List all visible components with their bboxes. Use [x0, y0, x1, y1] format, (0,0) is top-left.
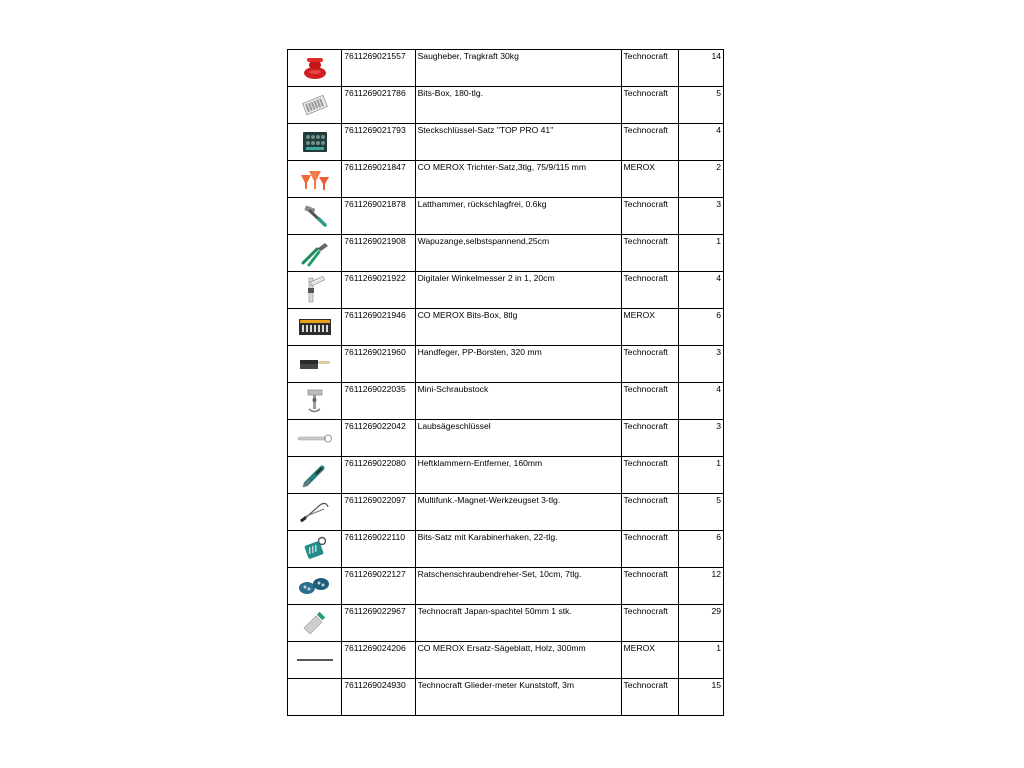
quantity-cell: 4 — [678, 124, 723, 161]
product-image-cell — [288, 272, 342, 309]
suction-lifter-icon — [300, 55, 330, 81]
quantity-cell: 29 — [678, 605, 723, 642]
brand-cell: Technocraft — [621, 494, 678, 531]
brand-cell: Technocraft — [621, 235, 678, 272]
table-row — [288, 568, 724, 605]
product-image-cell — [288, 531, 342, 568]
description-cell: Technocraft Glieder-meter Kunststoff, 3m — [415, 679, 621, 716]
staple-remover-icon — [300, 462, 330, 488]
brand-cell: Technocraft — [621, 568, 678, 605]
brand-cell: Technocraft — [621, 679, 678, 716]
description-cell: Mini-Schraubstock — [415, 383, 621, 420]
brand-cell: MEROX — [621, 161, 678, 198]
quantity-cell: 1 — [678, 457, 723, 494]
product-image-cell — [288, 383, 342, 420]
description-cell: Ratschenschraubendreher-Set, 10cm, 7tlg. — [415, 568, 621, 605]
quantity-cell: 6 — [678, 531, 723, 568]
description-cell: Steckschlüssel-Satz "TOP PRO 41" — [415, 124, 621, 161]
table-row — [288, 124, 724, 161]
funnel-set-icon — [299, 165, 331, 193]
ean-cell: 7611269022127 — [342, 568, 415, 605]
ean-cell: 7611269021847 — [342, 161, 415, 198]
product-image-cell — [288, 494, 342, 531]
ean-cell: 7611269021946 — [342, 309, 415, 346]
ean-cell: 7611269022035 — [342, 383, 415, 420]
table-row — [288, 161, 724, 198]
product-table — [287, 49, 724, 716]
brand-cell: MEROX — [621, 309, 678, 346]
ean-cell: 7611269022080 — [342, 457, 415, 494]
table-row — [288, 87, 724, 124]
brand-cell: Technocraft — [621, 124, 678, 161]
table-row — [288, 531, 724, 568]
mini-vise-icon — [302, 386, 328, 416]
socket-set-icon — [300, 129, 330, 155]
ean-cell: 7611269024206 — [342, 642, 415, 679]
brand-cell: Technocraft — [621, 531, 678, 568]
ean-cell: 7611269022042 — [342, 420, 415, 457]
bit-box-icon — [300, 92, 330, 118]
table-row — [288, 420, 724, 457]
table-row — [288, 235, 724, 272]
description-cell: Handfeger, PP-Borsten, 320 mm — [415, 346, 621, 383]
table-row — [288, 457, 724, 494]
putty-knife-icon — [300, 610, 330, 636]
description-cell: CO MEROX Trichter-Satz,3tlg, 75/9/115 mm — [415, 161, 621, 198]
product-table-body — [288, 50, 724, 716]
description-cell: Laubsägeschlüssel — [415, 420, 621, 457]
brand-cell: Technocraft — [621, 346, 678, 383]
brand-cell: Technocraft — [621, 50, 678, 87]
product-image-cell — [288, 309, 342, 346]
ean-cell: 7611269021908 — [342, 235, 415, 272]
table-row — [288, 383, 724, 420]
brand-cell: Technocraft — [621, 605, 678, 642]
description-cell: Bits-Box, 180-tlg. — [415, 87, 621, 124]
magnet-tool-set-icon — [298, 499, 332, 525]
quantity-cell: 2 — [678, 161, 723, 198]
table-row — [288, 50, 724, 87]
quantity-cell: 1 — [678, 642, 723, 679]
ean-cell: 7611269021557 — [342, 50, 415, 87]
description-cell: CO MEROX Ersatz-Sägeblatt, Holz, 300mm — [415, 642, 621, 679]
brand-cell: Technocraft — [621, 272, 678, 309]
table-row — [288, 309, 724, 346]
brand-cell: Technocraft — [621, 198, 678, 235]
ean-cell: 7611269024930 — [342, 679, 415, 716]
product-image-cell — [288, 420, 342, 457]
table-row — [288, 679, 724, 716]
bit-set-carabiner-icon — [300, 535, 330, 563]
description-cell: Wapuzange,selbstspannend,25cm — [415, 235, 621, 272]
quantity-cell: 6 — [678, 309, 723, 346]
brand-cell: Technocraft — [621, 457, 678, 494]
product-image-cell — [288, 124, 342, 161]
ean-cell: 7611269022967 — [342, 605, 415, 642]
ean-cell: 7611269021960 — [342, 346, 415, 383]
product-image-cell — [288, 87, 342, 124]
product-image-cell — [288, 568, 342, 605]
ean-cell: 7611269022097 — [342, 494, 415, 531]
product-image-cell — [288, 605, 342, 642]
brand-cell: Technocraft — [621, 383, 678, 420]
quantity-cell: 3 — [678, 346, 723, 383]
hand-brush-icon — [298, 354, 332, 374]
quantity-cell: 4 — [678, 272, 723, 309]
brand-cell: MEROX — [621, 642, 678, 679]
product-image-cell — [288, 50, 342, 87]
description-cell: Latthammer, rückschlagfrei, 0.6kg — [415, 198, 621, 235]
ratchet-screwdriver-icon — [297, 573, 333, 599]
table-row — [288, 605, 724, 642]
ean-cell: 7611269022110 — [342, 531, 415, 568]
brand-cell: Technocraft — [621, 420, 678, 457]
description-cell: Heftklammern-Entferner, 160mm — [415, 457, 621, 494]
quantity-cell: 12 — [678, 568, 723, 605]
description-cell: Bits-Satz mit Karabinerhaken, 22-tlg. — [415, 531, 621, 568]
description-cell: Multifunk.-Magnet-Werkzeugset 3-tlg. — [415, 494, 621, 531]
quantity-cell: 4 — [678, 383, 723, 420]
table-row — [288, 272, 724, 309]
table-row — [288, 642, 724, 679]
product-image-cell — [288, 679, 342, 716]
hammer-icon — [300, 203, 330, 229]
description-cell: Technocraft Japan-spachtel 50mm 1 stk. — [415, 605, 621, 642]
fretsaw-key-icon — [296, 432, 334, 444]
product-image-cell — [288, 161, 342, 198]
product-image-cell — [288, 235, 342, 272]
saw-blade-icon — [295, 655, 335, 665]
description-cell: Saugheber, Tragkraft 30kg — [415, 50, 621, 87]
quantity-cell: 5 — [678, 494, 723, 531]
ean-cell: 7611269021793 — [342, 124, 415, 161]
quantity-cell: 3 — [678, 198, 723, 235]
angle-meter-icon — [300, 276, 330, 304]
brand-cell: Technocraft — [621, 87, 678, 124]
quantity-cell: 15 — [678, 679, 723, 716]
quantity-cell: 14 — [678, 50, 723, 87]
table-row — [288, 346, 724, 383]
description-cell: Digitaler Winkelmesser 2 in 1, 20cm — [415, 272, 621, 309]
product-image-cell — [288, 642, 342, 679]
description-cell: CO MEROX Bits-Box, 8tlg — [415, 309, 621, 346]
quantity-cell: 3 — [678, 420, 723, 457]
bits-case-icon — [297, 315, 333, 339]
quantity-cell: 1 — [678, 235, 723, 272]
ean-cell: 7611269021922 — [342, 272, 415, 309]
ean-cell: 7611269021786 — [342, 87, 415, 124]
quantity-cell: 5 — [678, 87, 723, 124]
product-image-cell — [288, 198, 342, 235]
product-image-cell — [288, 346, 342, 383]
water-pump-pliers-icon — [299, 239, 331, 267]
product-image-cell — [288, 457, 342, 494]
table-row — [288, 198, 724, 235]
table-row — [288, 494, 724, 531]
ean-cell: 7611269021878 — [342, 198, 415, 235]
product-sheet — [287, 49, 724, 716]
